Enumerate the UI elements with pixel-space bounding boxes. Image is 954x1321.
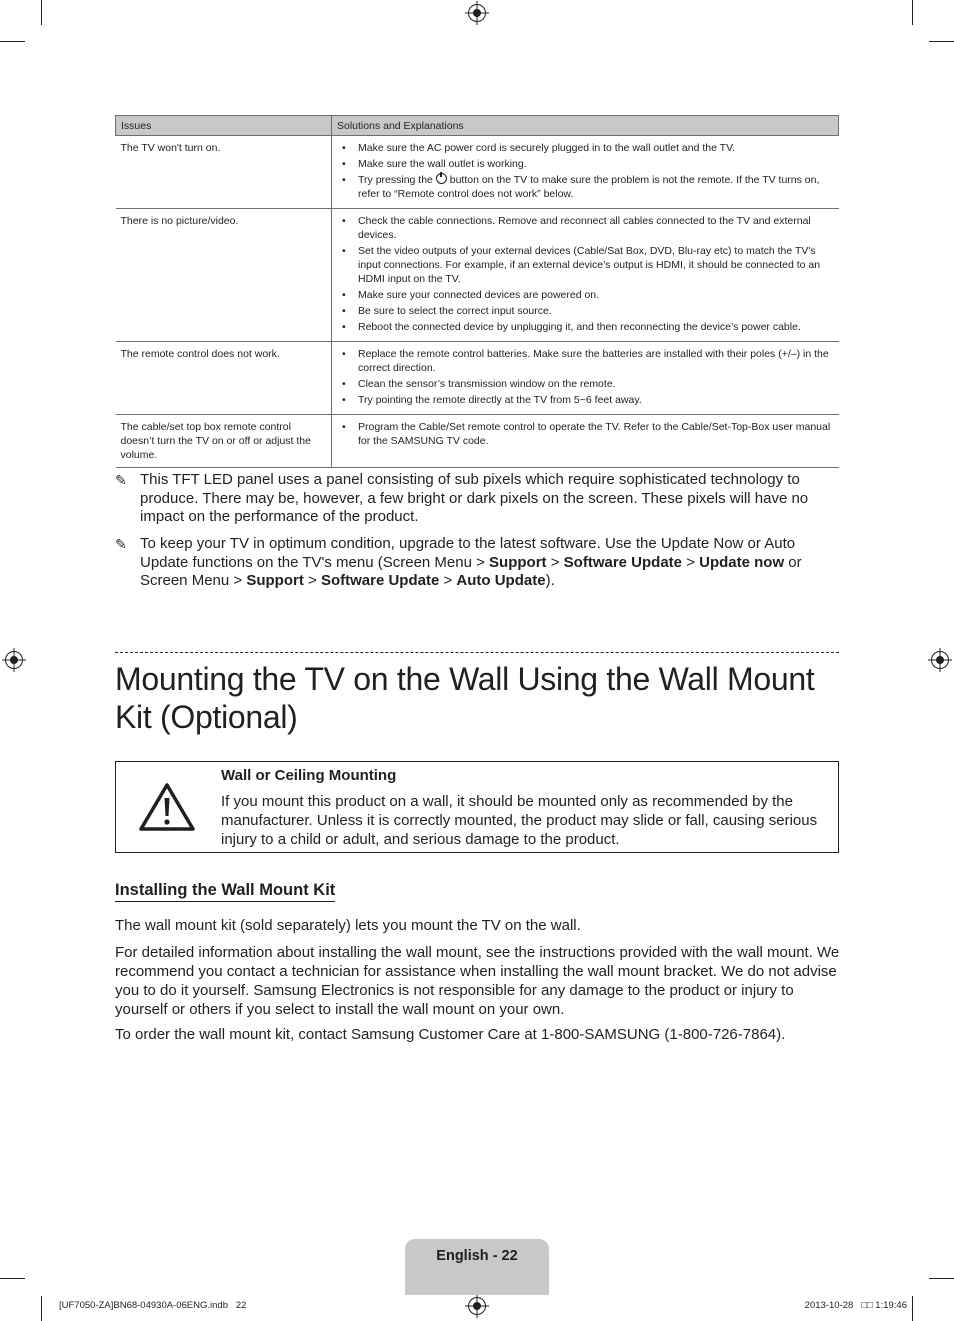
paragraph: To order the wall mount kit, contact Samsung Customer Care at 1-800-SAMSUNG (1-800-726-7864). xyxy=(115,1026,786,1043)
crop-mark xyxy=(0,41,25,42)
solutions-cell xyxy=(332,415,839,468)
registration-mark-icon xyxy=(931,651,949,669)
warning-triangle-icon xyxy=(138,782,196,832)
solutions-cell xyxy=(332,136,839,209)
issue-cell: There is no picture/video. xyxy=(116,209,332,342)
pencil-note-icon: ✎ xyxy=(115,536,127,552)
crop-mark xyxy=(929,41,954,42)
crop-mark xyxy=(929,1278,954,1279)
paragraph: For detailed information about installing the wall mount, see the instructions provided with the wall mount. We recommend you contact a technician for assistance when installing the wall mount bracket. We do not advise you to do it yourself. Samsung Electronics is not responsible for any damage to the product or injury to yourself or others if you select to install the wall mount on your own. xyxy=(115,944,840,1018)
note-text: To keep your TV in optimum condition, upgrade to the latest software. Use the Update Now or Auto Update functions on the TV's menu (Screen Menu > Support > Software Update > Update now or Screen Menu > Support > Software Update > Auto Update). xyxy=(140,535,802,589)
crop-mark xyxy=(912,0,913,25)
list-item: • Make sure the AC power cord is securely plugged in to the wall outlet and the TV. xyxy=(337,141,834,155)
power-icon xyxy=(436,173,447,184)
solutions-cell xyxy=(332,209,839,342)
column-header-solutions: Solutions and Explanations xyxy=(332,116,839,136)
list-item: • Check the cable connections. Remove and reconnect all cables connected to the TV and external devices. xyxy=(337,214,834,242)
list-item: • Reboot the connected device by unplugging it, and then reconnecting the device’s power cable. xyxy=(337,320,834,334)
table-row xyxy=(116,136,839,209)
subsection-heading: Installing the Wall Mount Kit xyxy=(115,881,335,902)
issue-cell: The remote control does not work. xyxy=(116,342,332,415)
pencil-note-icon: ✎ xyxy=(115,472,127,488)
section-title: Mounting the TV on the Wall Using the Wall Mount Kit (Optional) xyxy=(115,661,815,735)
registration-mark-icon xyxy=(468,4,486,22)
table-row xyxy=(116,342,839,415)
page-number-tab xyxy=(405,1239,549,1295)
section-divider xyxy=(115,652,839,653)
issue-cell: The cable/set top box remote control doesn’t turn the TV on or off or adjust the volume. xyxy=(116,415,332,468)
note-text: This TFT LED panel uses a panel consisting of sub pixels which require sophisticated technology to produce. There may be, however, a few bright or dark pixels on the screen. These pixels will have no impact on the performance of the product. xyxy=(140,471,809,525)
list-item xyxy=(337,173,834,201)
list-item: • Set the video outputs of your external devices (Cable/Sat Box, DVD, Blu-ray etc) to match the TV's input connections. For example, if an external device’s output is HDMI, it should be connected to an HDMI input on the TV. xyxy=(337,244,834,286)
print-timestamp: 2013-10-28 □□ 1:19:46 xyxy=(804,1300,907,1311)
table-row xyxy=(116,415,839,468)
list-item-text: Try pressing the xyxy=(358,174,433,186)
crop-mark xyxy=(912,1296,913,1321)
warning-box xyxy=(115,761,839,853)
page-number: English - 22 xyxy=(436,1248,518,1264)
list-item: • Make sure the wall outlet is working. xyxy=(337,157,834,171)
issue-cell: The TV won't turn on. xyxy=(116,136,332,209)
registration-mark-icon xyxy=(468,1297,486,1315)
crop-mark xyxy=(41,0,42,25)
list-item: • Program the Cable/Set remote control to operate the TV. Refer to the Cable/Set-Top-Box user manual for the SAMSUNG TV code. xyxy=(337,420,834,448)
note-software-update xyxy=(115,535,839,591)
list-item: • Be sure to select the correct input source. xyxy=(337,304,834,318)
list-item: • Try pointing the remote directly at the TV from 5~6 feet away. xyxy=(337,393,834,407)
troubleshooting-table xyxy=(115,115,839,468)
registration-mark-icon xyxy=(5,651,23,669)
list-item-text: button on the TV to make sure the problem is not the remote. If the TV turns on, refer to “Remote control does not work” below. xyxy=(358,174,820,200)
solutions-cell xyxy=(332,342,839,415)
list-item: • Make sure your connected devices are powered on. xyxy=(337,288,834,302)
list-item: • Replace the remote control batteries. Make sure the batteries are installed with their poles (+/–) in the correct direction. xyxy=(337,347,834,375)
crop-mark xyxy=(41,1296,42,1321)
column-header-issues: Issues xyxy=(116,116,332,136)
crop-mark xyxy=(0,1278,25,1279)
warning-body: If you mount this product on a wall, it should be mounted only as recommended by the manufacturer. Unless it is correctly mounted, the product may slide or fall, causing serious injury to a child or adult, and serious damage to the product. xyxy=(221,793,818,848)
note-tft-panel xyxy=(115,471,839,527)
table-header-row xyxy=(116,116,839,136)
table-row xyxy=(116,209,839,342)
list-item: • Clean the sensor’s transmission window on the remote. xyxy=(337,377,834,391)
paragraph: The wall mount kit (sold separately) lets you mount the TV on the wall. xyxy=(115,917,581,934)
warning-title: Wall or Ceiling Mounting xyxy=(221,767,397,784)
print-file-name: [UF7050-ZA]BN68-04930A-06ENG.indb 22 xyxy=(59,1300,247,1311)
